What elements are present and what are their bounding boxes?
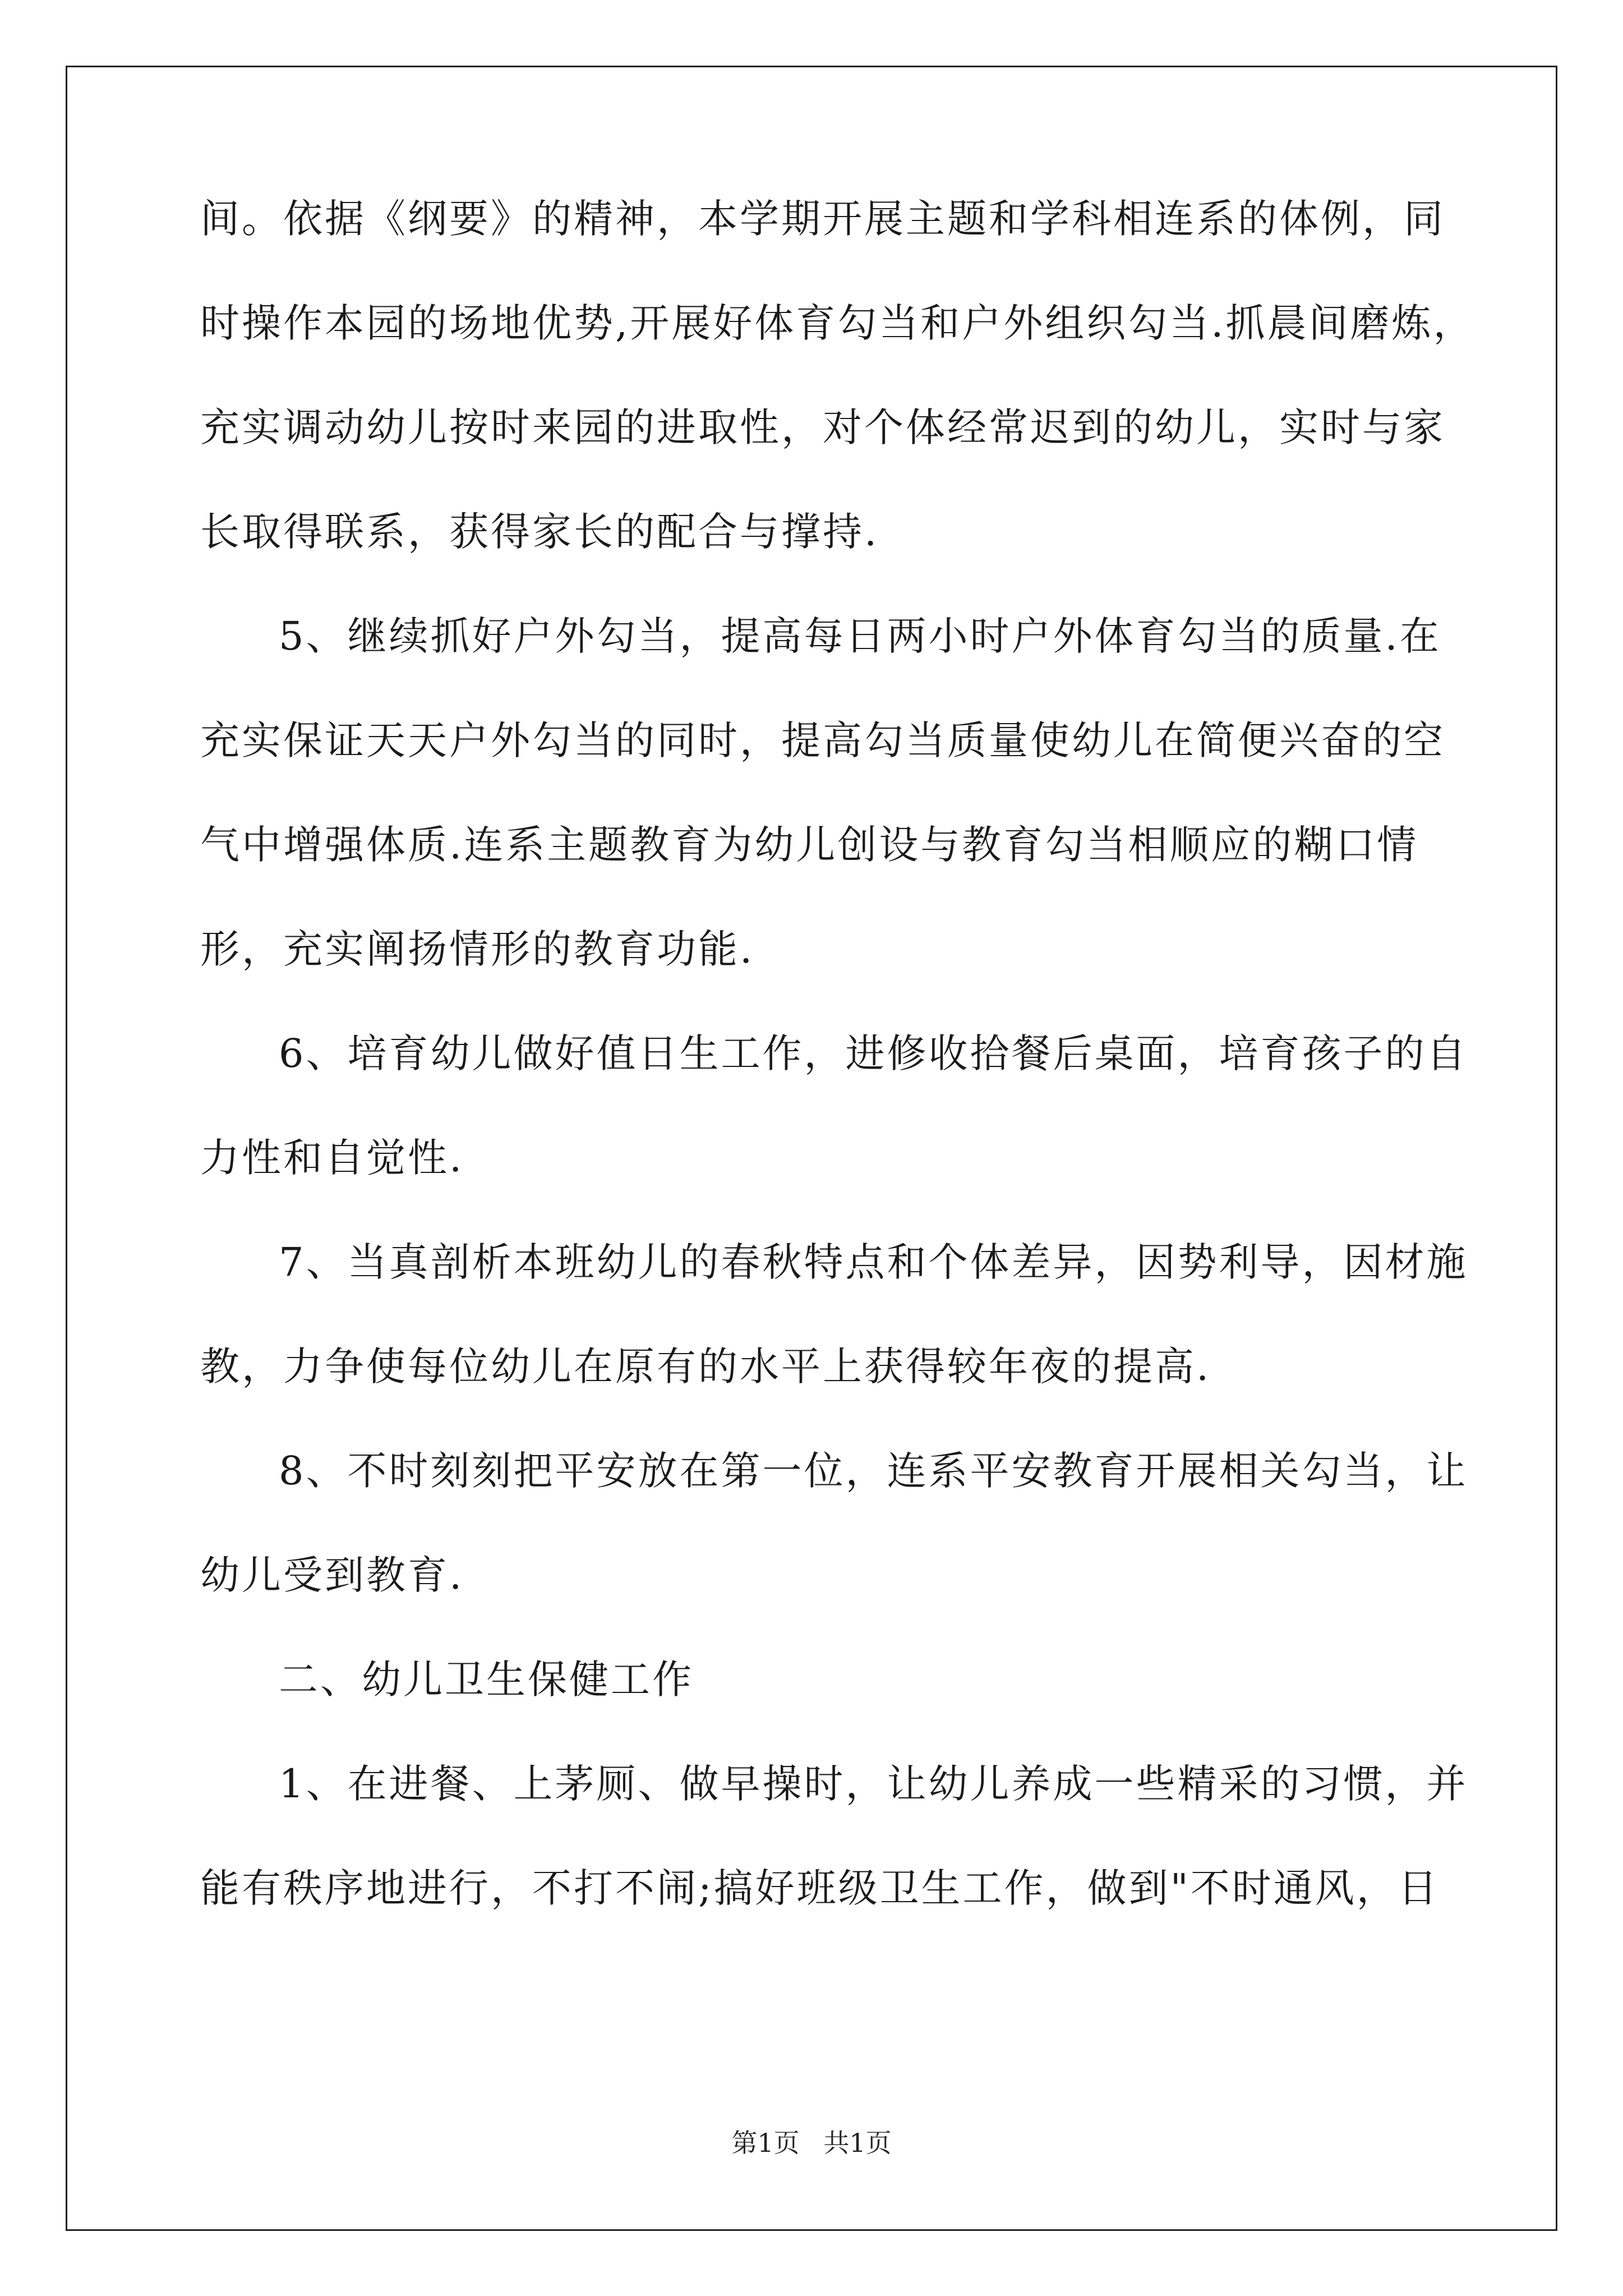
page-total: 共1页 bbox=[823, 2128, 892, 2158]
text-line: 长取得联系，获得家长的配合与撑持. bbox=[200, 509, 879, 555]
page-footer bbox=[0, 2126, 1623, 2160]
text-line: 间。依据《纲要》的精神，本学期开展主题和学科相连系的体例，同 bbox=[200, 196, 1445, 242]
paragraph-first-line: 6、培育幼儿做好值日生工作，进修收拾餐后桌面，培育孩子的自 bbox=[279, 1030, 1468, 1076]
page-number: 第1页 bbox=[731, 2128, 800, 2158]
paragraph-first-line: 8、不时刻刻把平安放在第一位，连系平安教育开展相关勾当，让 bbox=[279, 1448, 1468, 1494]
section-heading: 二、幼儿卫生保健工作 bbox=[279, 1657, 694, 1703]
text-line: 充实调动幼儿按时来园的进取性，对个体经常迟到的幼儿，实时与家 bbox=[200, 404, 1445, 450]
paragraph-first-line: 1、在进餐、上茅厕、做早操时，让幼儿养成一些精采的习惯，并 bbox=[279, 1761, 1468, 1807]
text-line: 气中增强体质.连系主题教育为幼儿创设与教育勾当相顺应的糊口情 bbox=[200, 822, 1419, 868]
text-line: 教，力争使每位幼儿在原有的水平上获得较年夜的提高. bbox=[200, 1343, 1211, 1389]
paragraph-first-line: 5、继续抓好户外勾当，提高每日两小时户外体育勾当的质量.在 bbox=[279, 613, 1441, 659]
text-line: 力性和自觉性. bbox=[200, 1135, 464, 1181]
text-line: 时操作本园的场地优势,开展好体育勾当和户外组织勾当.抓晨间磨炼， bbox=[200, 300, 1475, 346]
text-line: 幼儿受到教育. bbox=[200, 1552, 464, 1598]
text-line: 形，充实阐扬情形的教育功能. bbox=[200, 926, 755, 972]
text-line: 能有秩序地进行，不打不闹;搞好班级卫生工作，做到"不时通风，日 bbox=[200, 1865, 1440, 1911]
text-line: 充实保证天天户外勾当的同时，提高勾当质量使幼儿在简便兴奋的空 bbox=[200, 717, 1445, 763]
paragraph-first-line: 7、当真剖析本班幼儿的春秋特点和个体差异，因势利导，因材施 bbox=[279, 1239, 1468, 1285]
